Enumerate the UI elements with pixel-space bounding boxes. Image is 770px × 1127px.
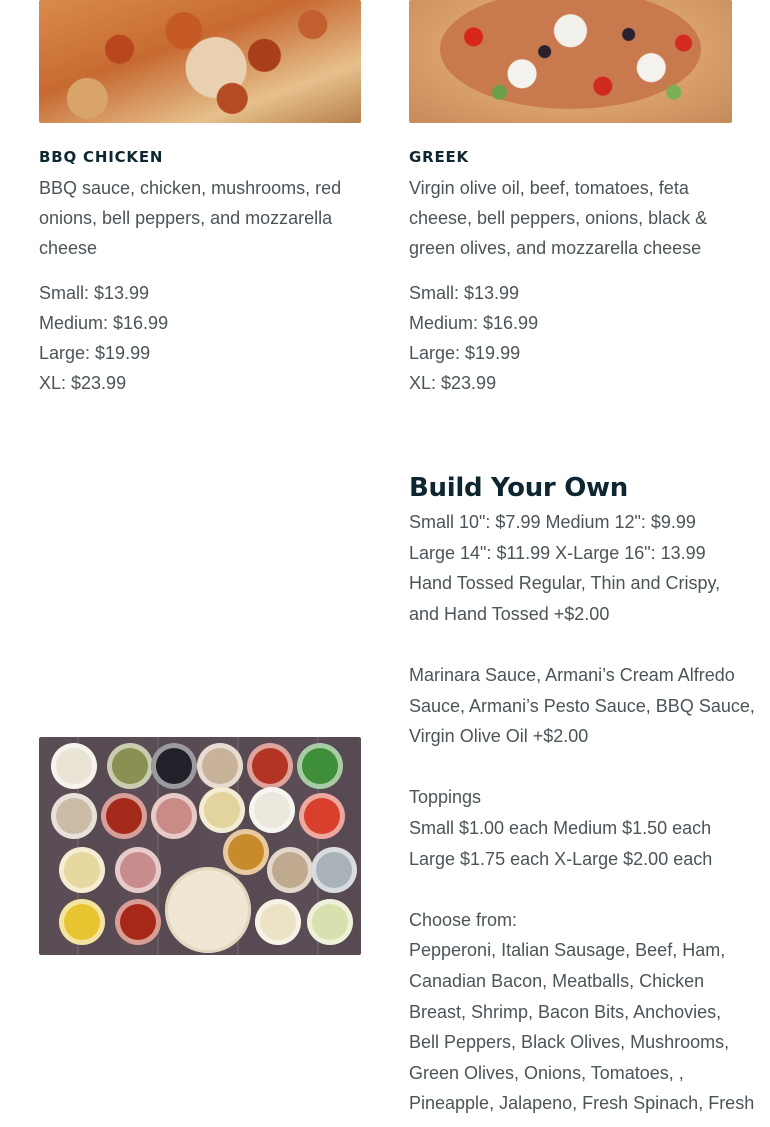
bowl — [107, 743, 153, 789]
description-line: cheese, bell peppers, onions, black & — [409, 208, 708, 228]
bbq-chicken-title: BBQ CHICKEN — [39, 148, 164, 166]
price-medium: Medium: $16.99 — [39, 313, 169, 333]
description-line: cheese — [39, 238, 98, 258]
bowl — [223, 829, 269, 875]
bowl — [115, 899, 161, 945]
price-small: Small: $13.99 — [409, 283, 520, 303]
build-your-own-line: Bell Peppers, Black Olives, Mushrooms, — [409, 1032, 730, 1053]
bowl — [51, 743, 97, 789]
price-large: Large: $19.99 — [409, 343, 521, 363]
bowl — [101, 793, 147, 839]
bbq-chicken-pizza-image — [39, 0, 361, 123]
bowl — [307, 899, 353, 945]
description-line: green olives, and mozzarella cheese — [409, 238, 702, 258]
price-medium: Medium: $16.99 — [409, 313, 539, 333]
build-your-own-line: Large 14": $11.99 X-Large 16": 13.99 — [409, 542, 706, 563]
bowl — [267, 847, 313, 893]
greek-description — [409, 173, 739, 263]
build-your-own-line: Canadian Bacon, Meatballs, Chicken — [409, 971, 705, 991]
description-line: onions, bell peppers, and mozzarella — [39, 208, 333, 228]
price-xl: XL: $23.99 — [39, 373, 127, 393]
ingredients-bowls-image — [39, 737, 361, 955]
bowl — [247, 743, 293, 789]
build-your-own-line: Breast, Shrimp, Bacon Bits, Anchovies, — [409, 1001, 722, 1022]
build-your-own-line: Pepperoni, Italian Sausage, Beef, Ham, — [409, 940, 726, 961]
pizza-dough — [165, 867, 251, 953]
build-your-own-line: Sauce, Armani’s Pesto Sauce, BBQ Sauce, — [409, 695, 755, 716]
build-your-own-line: Hand Tossed Regular, Thin and Crispy, — [409, 573, 721, 594]
bowl — [59, 899, 105, 945]
bbq-chicken-prices — [39, 278, 168, 398]
bowl — [151, 793, 197, 839]
price-large: Large: $19.99 — [39, 343, 151, 363]
build-your-own-line: Pineapple, Jalapeno, Fresh Spinach, Fresh — [409, 1093, 755, 1114]
build-your-own-title: Build Your Own — [409, 473, 628, 503]
build-your-own-line: Marinara Sauce, Armani’s Cream Alfredo — [409, 665, 735, 685]
bowl — [151, 743, 197, 789]
build-your-own-line: Small 10": $7.99 Medium 12": $9.99 — [409, 512, 696, 532]
price-small: Small: $13.99 — [39, 283, 150, 303]
build-your-own-line: Green Olives, Onions, Tomatoes, , — [409, 1062, 684, 1083]
bbq-chicken-description — [39, 173, 369, 263]
bowl — [197, 743, 243, 789]
build-your-own-line: Virgin Olive Oil +$2.00 — [409, 726, 589, 747]
greek-pizza-image — [409, 0, 732, 123]
bowl — [115, 847, 161, 893]
bowl — [297, 743, 343, 789]
description-line: BBQ sauce, chicken, mushrooms, red — [39, 178, 342, 198]
bowl — [299, 793, 345, 839]
bowl — [249, 787, 295, 833]
bowl — [51, 793, 97, 839]
build-your-own-line: Choose from: — [409, 909, 518, 930]
description-line: Virgin olive oil, beef, tomatoes, feta — [409, 178, 689, 198]
price-xl: XL: $23.99 — [409, 373, 497, 393]
greek-title: GREEK — [409, 148, 469, 166]
bowl — [255, 899, 301, 945]
bowl — [311, 847, 357, 893]
greek-prices — [409, 278, 538, 398]
bowl — [59, 847, 105, 893]
build-your-own-line: and Hand Tossed +$2.00 — [409, 603, 610, 624]
build-your-own-line: Large $1.75 each X-Large $2.00 each — [409, 848, 713, 869]
build-your-own-line: Small $1.00 each Medium $1.50 each — [409, 818, 712, 838]
build-your-own-line: Toppings — [409, 787, 482, 808]
bowl — [199, 787, 245, 833]
